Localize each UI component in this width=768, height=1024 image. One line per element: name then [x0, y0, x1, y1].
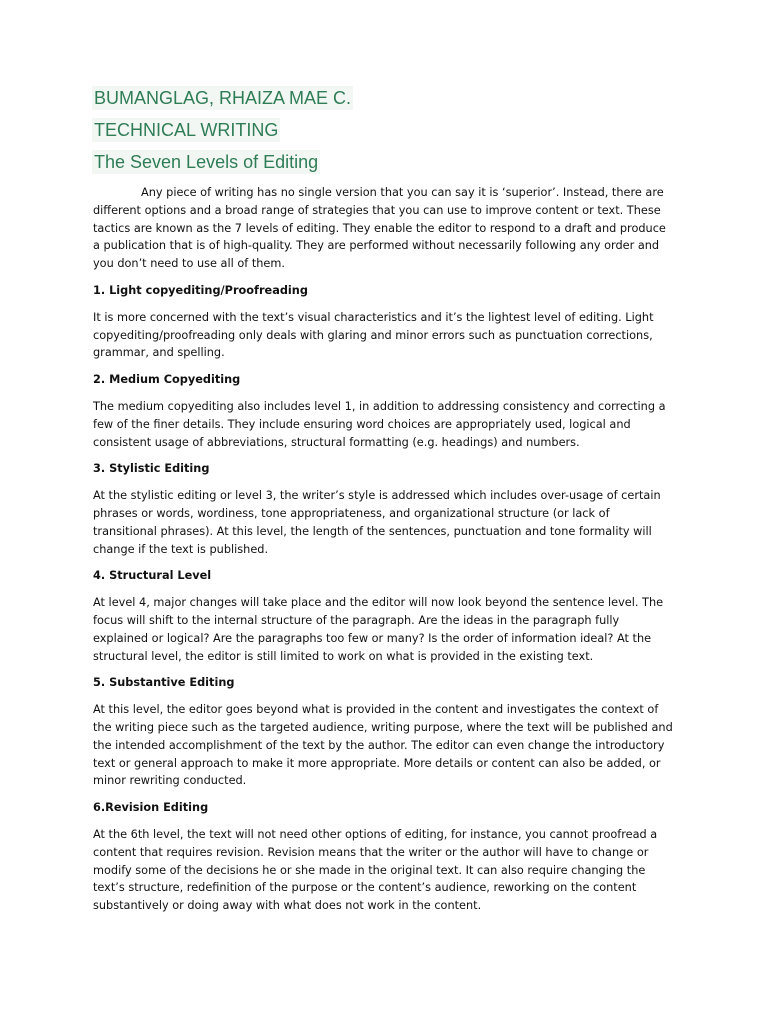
section-paragraph-5: At this level, the editor goes beyond what is provided in the content and investigates the context of the writing piece such as the targeted audience, writing purpose, where the text will be published and the intended accomplishment of the text by the author. The editor can even change the introductory text or general approach to make it more appropriate. More details or content can also be added, or minor rewriting conducted. [93, 703, 673, 788]
document-body [93, 184, 675, 924]
section-paragraph-3: At the stylistic editing or level 3, the writer’s style is addressed which includes over-usage of certain phrases or words, wordiness, tone appropriateness, and organizational structure (or lack of transitional phrases). At this level, the length of the sentences, punctuation and tone formality will change if the text is published. [93, 489, 661, 556]
section-paragraph-1: It is more concerned with the text’s visual characteristics and it’s the lightest level of editing. Light copyediting/proofreading only deals with glaring and minor errors such as punctuation corrections, grammar, and spelling. [93, 310, 654, 360]
section-paragraph-4: At level 4, major changes will take place and the editor will now look beyond the sentence level. The focus will shift to the internal structure of the paragraph. Are the ideas in the paragraph fully explained or logical? Are the paragraphs too few or many? Is the order of information ideal? At the structural level, the editor is still limited to work on what is provided in the existing text. [93, 596, 664, 663]
section-heading-3: 3. Stylistic Editing [93, 462, 210, 476]
course-title: TECHNICAL WRITING [94, 120, 279, 140]
section-paragraph-6: At the 6th level, the text will not need other options of editing, for instance, you cannot proofread a content that requires revision. Revision means that the writer or the author will have to change or modify some of the decisions he or she made in the original text. It can also require changing the text’s structure, redefinition of the purpose or the content’s audience, reworking on the content substantively or doing away with what does not work in the content. [93, 827, 658, 913]
section-heading-5: 5. Substantive Editing [93, 676, 235, 690]
section-paragraph-2: The medium copyediting also includes level 1, in addition to addressing consistency and correcting a few of the finer details. They include ensuring word choices are appropriately used, logical and consistent usage of abbreviations, structural formatting (e.g. headings) and numbers. [93, 399, 666, 449]
author-name: BUMANGLAG, RHAIZA MAE C. [94, 88, 352, 108]
section-heading-4: 4. Structural Level [93, 569, 212, 583]
section-heading-1: 1. Light copyediting/Proofreading [93, 283, 308, 297]
document-title: The Seven Levels of Editing [94, 152, 319, 172]
section-heading-6: 6.Revision Editing [93, 801, 209, 815]
section-heading-2: 2. Medium Copyediting [93, 373, 241, 387]
intro-paragraph: Any piece of writing has no single version that you can say it is ‘superior’. Instead, there are different options and a broad range of strategies that you can use to improve content or text. These tactics are known as the 7 levels of editing. They enable the editor to respond to a draft and produce a publication that is of high-quality. They are performed without necessarily following any order and you don’t need to use all of them. [93, 186, 666, 271]
